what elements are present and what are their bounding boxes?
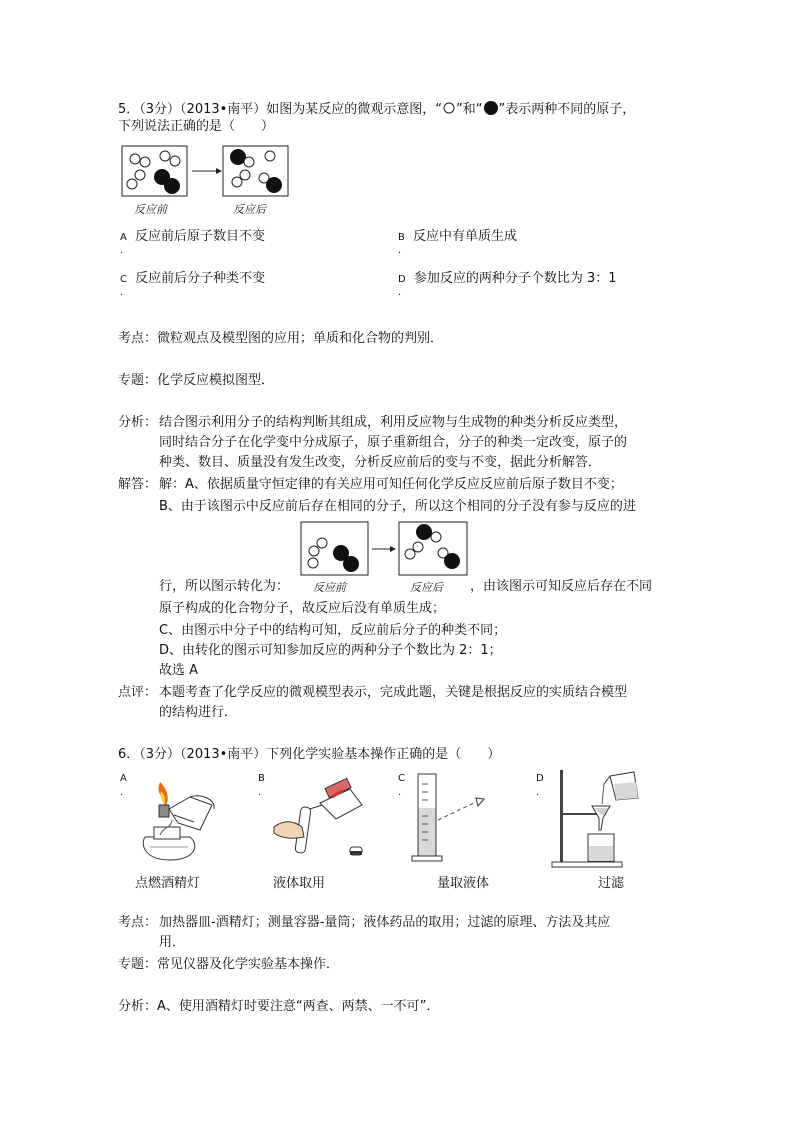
q5-option-a[interactable]: A 反应前后原子数目不变 . xyxy=(120,229,265,256)
black-atom-icon xyxy=(483,100,499,116)
q5-jieda-line3a: 行，所以图示转化为： xyxy=(159,579,290,594)
white-atom xyxy=(431,532,441,542)
q6-kaodian-line2: 用． xyxy=(159,935,186,950)
q5-jieda-label: 解答： xyxy=(118,477,158,492)
white-atom xyxy=(265,151,275,161)
q6-option-b-caption: 液体取用 xyxy=(273,876,326,891)
white-atom xyxy=(130,154,140,164)
liquid-pouring-image xyxy=(270,775,370,867)
q5-dianping-label: 点评： xyxy=(118,685,158,700)
option-letter: D xyxy=(398,274,406,285)
q5-jieda-line4: 原子构成的化合物分子，故反应后没有单质生成； xyxy=(159,601,446,616)
white-atom xyxy=(135,170,145,180)
alcohol-lamp-image xyxy=(130,775,220,867)
option-letter: C xyxy=(120,274,127,285)
white-atom xyxy=(405,549,415,559)
white-atom xyxy=(308,558,318,568)
q5-option-d[interactable]: D 参加反应的两种分子个数比为 3：1 . xyxy=(398,271,617,298)
q5-zhuanti: 专题：化学反应模拟图型． xyxy=(118,373,275,388)
black-atom xyxy=(266,177,282,193)
q6-option-b-letter[interactable]: B . xyxy=(258,773,265,798)
q6-option-a-caption: 点燃酒精灯 xyxy=(135,876,201,891)
white-atom xyxy=(140,157,150,167)
q5-jieda-line3b: ，由该图示可知反应后存在不同 xyxy=(470,579,653,594)
black-atom xyxy=(444,553,460,569)
black-atom xyxy=(416,524,432,540)
black-atom xyxy=(164,178,180,194)
option-text: 反应中有单质生成 xyxy=(413,229,518,244)
filtration-apparatus-image xyxy=(548,766,648,870)
fig2-after-caption: 反应后 xyxy=(410,581,443,594)
option-text: 参加反应的两种分子个数比为 3：1 xyxy=(413,271,617,286)
q5-option-c[interactable]: C 反应前后分子种类不变 . xyxy=(120,271,266,298)
white-atom xyxy=(232,177,242,187)
q5-fenxi-line1: 结合图示利用分子的结构判断其组成，利用反应物与生成物的种类分析反应类型， xyxy=(159,415,628,430)
q6-stem: 6．（3分）（2013•南平）下列化学实验基本操作正确的是（ ） xyxy=(118,747,501,762)
q5-dianping-line1: 本题考查了化学反应的微观模型表示，完成此题，关键是根据反应的实质结合模型 xyxy=(159,685,628,700)
white-atom xyxy=(170,156,180,166)
fig-after-caption: 反应后 xyxy=(233,203,266,216)
white-atom xyxy=(317,538,327,548)
q5-fenxi-line3: 种类、数目、质量没有发生改变，分析反应前后的变与不变，据此分析解答． xyxy=(159,455,602,470)
q5-jieda-line6: D、由转化的图示可知参加反应的两种分子个数比为 2：1； xyxy=(159,643,502,658)
q5-dianping-line2: 的结构进行． xyxy=(159,705,238,720)
q6-fenxi: 分析：A、使用酒精灯时要注意“两查、两禁、一不可”． xyxy=(118,999,440,1014)
option-letter: A xyxy=(120,232,127,243)
q5-stem-line1: 5．（3分）（2013•南平）如图为某反应的微观示意图，“ ”和“ ”表示两种不同的原子， xyxy=(118,102,636,117)
q5-jieda-line7: 故选 A xyxy=(159,663,199,678)
q6-option-c-caption: 量取液体 xyxy=(437,876,490,891)
white-atom xyxy=(240,170,250,180)
q5-jieda-line5: C、由图示中分子中的结构可知，反应前后分子的种类不同； xyxy=(159,623,507,638)
q5-fenxi-line2: 同时结合分子在化学变中分成原子，原子重新组合，分子的种类一定改变，原子的 xyxy=(159,435,628,450)
white-atom xyxy=(309,546,319,556)
fig2-before-caption: 反应前 xyxy=(313,581,346,594)
black-atom xyxy=(343,556,359,572)
q6-kaodian-line1: 加热器皿-酒精灯；测量容器-量筒；液体药品的取用；过滤的原理、方法及其应 xyxy=(159,915,611,930)
fig-before-caption: 反应前 xyxy=(134,203,167,216)
white-atom xyxy=(244,157,254,167)
option-text: 反应前后分子种类不变 xyxy=(135,271,266,286)
arrow-head xyxy=(216,168,222,174)
white-atom xyxy=(160,151,170,161)
arrow-head xyxy=(390,546,396,552)
q5-kaodian: 考点：微粒观点及模型图的应用；单质和化合物的判别． xyxy=(118,331,444,346)
q6-kaodian-label: 考点： xyxy=(118,915,158,930)
white-atom xyxy=(413,542,423,552)
q6-option-c-letter[interactable]: C . xyxy=(398,773,405,798)
q6-option-a-letter[interactable]: A . xyxy=(120,773,127,798)
q5-option-b[interactable]: B 反应中有单质生成 . xyxy=(398,229,518,256)
option-letter: B xyxy=(398,232,405,243)
measuring-cylinder-image xyxy=(408,772,498,864)
option-text: 反应前后原子数目不变 xyxy=(134,229,265,244)
q6-option-d-letter[interactable]: D . xyxy=(536,773,544,798)
q6-zhuanti: 专题：常见仪器及化学实验基本操作． xyxy=(118,957,340,972)
q5-stem-line2: 下列说法正确的是（ ） xyxy=(118,119,275,134)
white-atom xyxy=(127,179,137,189)
q5-jieda-line1: 解：A、依据质量守恒定律的有关应用可知任何化学反应反应前后原子数目不变； xyxy=(159,477,623,492)
q6-option-d-caption: 过滤 xyxy=(598,876,625,891)
q5-fenxi-label: 分析： xyxy=(118,415,158,430)
white-atom-icon xyxy=(442,101,456,115)
q5-jieda-line2: B、由于该图示中反应前后存在相同的分子，所以这个相同的分子没有参与反应的进 xyxy=(159,499,636,514)
